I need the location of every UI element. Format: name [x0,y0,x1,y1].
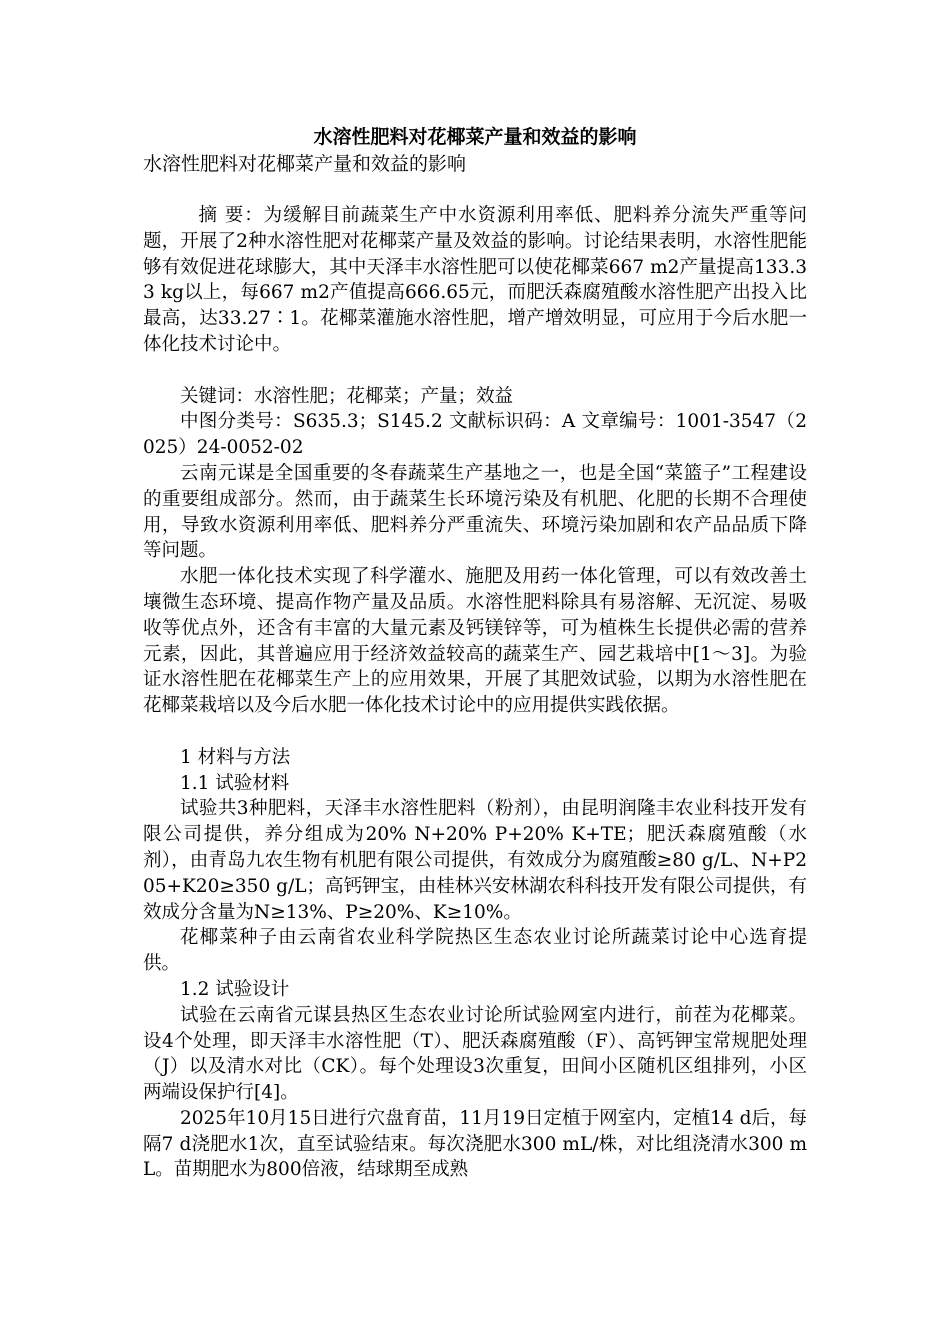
intro-paragraph-2: 水肥一体化技术实现了科学灌水、施肥及用药一体化管理，可以有效改善土壤微生态环境、提高作物产量及品质。水溶性肥料除具有易溶解、无沉淀、易吸收等优点外，还含有丰富的大量元素及钙镁锌等，可为植株生长提供必需的营养元素，因此，其普遍应用于经济效益较高的蔬菜生产、园艺栽培中[1～3]。为验证水溶性肥在花椰菜生产上的应用效果，开展了其肥效试验，以期为水溶性肥在花椰菜栽培以及今后水肥一体化技术讨论中的应用提供实践依据。 [143,566,807,717]
design-paragraph-1: 试验在云南省元谋县热区生态农业讨论所试验网室内进行，前茬为花椰菜。设4个处理，即天泽丰水溶性肥（T）、肥沃森腐殖酸（F）、高钙钾宝常规肥处理（J）以及清水对比（CK）。每个处理设3次重复，田间小区随机区组排列，小区两端设保护行[4]。 [143,1004,807,1104]
section-heading-1-2: 1.2 试验设计 [180,978,290,1000]
document-subtitle: 水溶性肥料对花椰菜产量和效益的影响 [143,153,467,175]
paragraph-gap [143,358,807,384]
paragraph-gap [143,719,807,745]
keywords-line: 关键词：水溶性肥；花椰菜；产量；效益 [180,385,514,407]
document-body [143,203,807,1183]
design-paragraph-2: 2025年10月15日进行穴盘育苗，11月19日定植于网室内，定植14 d后，每隔7 d浇肥水1次，直至试验结束。每次浇肥水300 mL/株，对比组浇清水300 mL。苗期肥水为800倍液，结球期至成熟 [143,1107,807,1181]
intro-paragraph-1: 云南元谋是全国重要的冬春蔬菜生产基地之一，也是全国“菜篮子”工程建设的重要组成部分。然而，由于蔬菜生长环境污染及有机肥、化肥的长期不合理使用，导致水资源利用率低、肥料养分严重流失、环境污染加剧和农产品品质下降等问题。 [143,462,807,562]
document-title: 水溶性肥料对花椰菜产量和效益的影响 [313,126,637,148]
abstract-paragraph: 摘 要：为缓解目前蔬菜生产中水资源利用率低、肥料养分流失严重等问题，开展了2种水溶性肥对花椰菜产量及效益的影响。讨论结果表明，水溶性肥能够有效促进花球膨大，其中天泽丰水溶性肥可以使花椰菜667 m2产量提高133.33 kg以上，每667 m2产值提高666.65元，而肥沃森腐殖酸水溶性肥产出投入比最高，达33.27∶1。花椰菜灌施水溶性肥，增产增效明显，可应用于今后水肥一体化技术讨论中。 [143,205,807,355]
section-heading-1: 1 材料与方法 [180,746,291,768]
materials-paragraph-2: 花椰菜种子由云南省农业科学院热区生态农业讨论所蔬菜讨论中心选育提供。 [143,927,807,975]
classification-line: 中图分类号：S635.3；S145.2 文献标识码：A 文章编号：1001-3547（2025）24-0052-02 [143,411,807,459]
section-heading-1-1: 1.1 试验材料 [180,772,290,794]
materials-paragraph-1: 试验共3种肥料，天泽丰水溶性肥料（粉剂），由昆明润隆丰农业科技开发有限公司提供，养分组成为20% N+20% P+20% K+TE；肥沃森腐殖酸（水剂），由青岛九农生物有机肥有限公司提供，有效成分为腐殖酸≥80 g/L、N+P205+K20≥350 g/L；高钙钾宝，由桂林兴安林湖农科科技开发有限公司提供，有效成分含量为N≥13%、P≥20%、K≥10%。 [143,798,807,923]
